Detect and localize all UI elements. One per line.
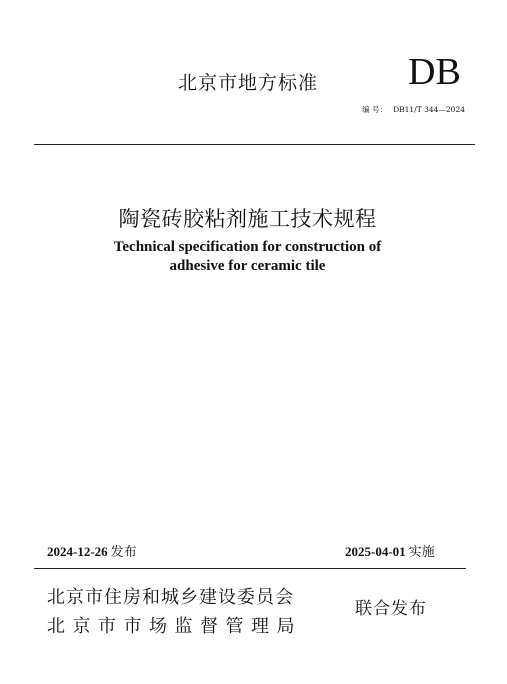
top-divider bbox=[34, 144, 475, 145]
issue-date-block bbox=[47, 541, 137, 560]
implement-date-block bbox=[345, 541, 435, 560]
issue-date: 2024-12-26 bbox=[47, 544, 108, 559]
issuer-housing-commission: 北京市住房和城乡建设委员会 bbox=[47, 587, 294, 608]
english-title-line-2: adhesive for ceramic tile bbox=[169, 258, 326, 274]
bottom-divider bbox=[34, 568, 466, 569]
standard-number-label: 编 号： bbox=[362, 105, 388, 114]
standard-type-label: 北京市地方标准 bbox=[178, 72, 319, 94]
document-title-chinese: 陶瓷砖胶粘剂施工技术规程 bbox=[118, 207, 377, 231]
standard-number bbox=[362, 104, 465, 115]
implement-label: 实施 bbox=[408, 545, 435, 560]
standard-number-value: DB11/T 344—2024 bbox=[393, 105, 465, 114]
db-mark: DB bbox=[408, 51, 461, 93]
document-title-english bbox=[0, 238, 495, 276]
joint-issue-label: 联合发布 bbox=[355, 599, 427, 619]
implement-date: 2025-04-01 bbox=[345, 544, 406, 559]
issue-label: 发布 bbox=[110, 545, 137, 560]
english-title-line-1: Technical specification for construction of bbox=[113, 239, 382, 255]
issuer-market-regulation: 北京市市场监督管理局 bbox=[47, 616, 302, 637]
